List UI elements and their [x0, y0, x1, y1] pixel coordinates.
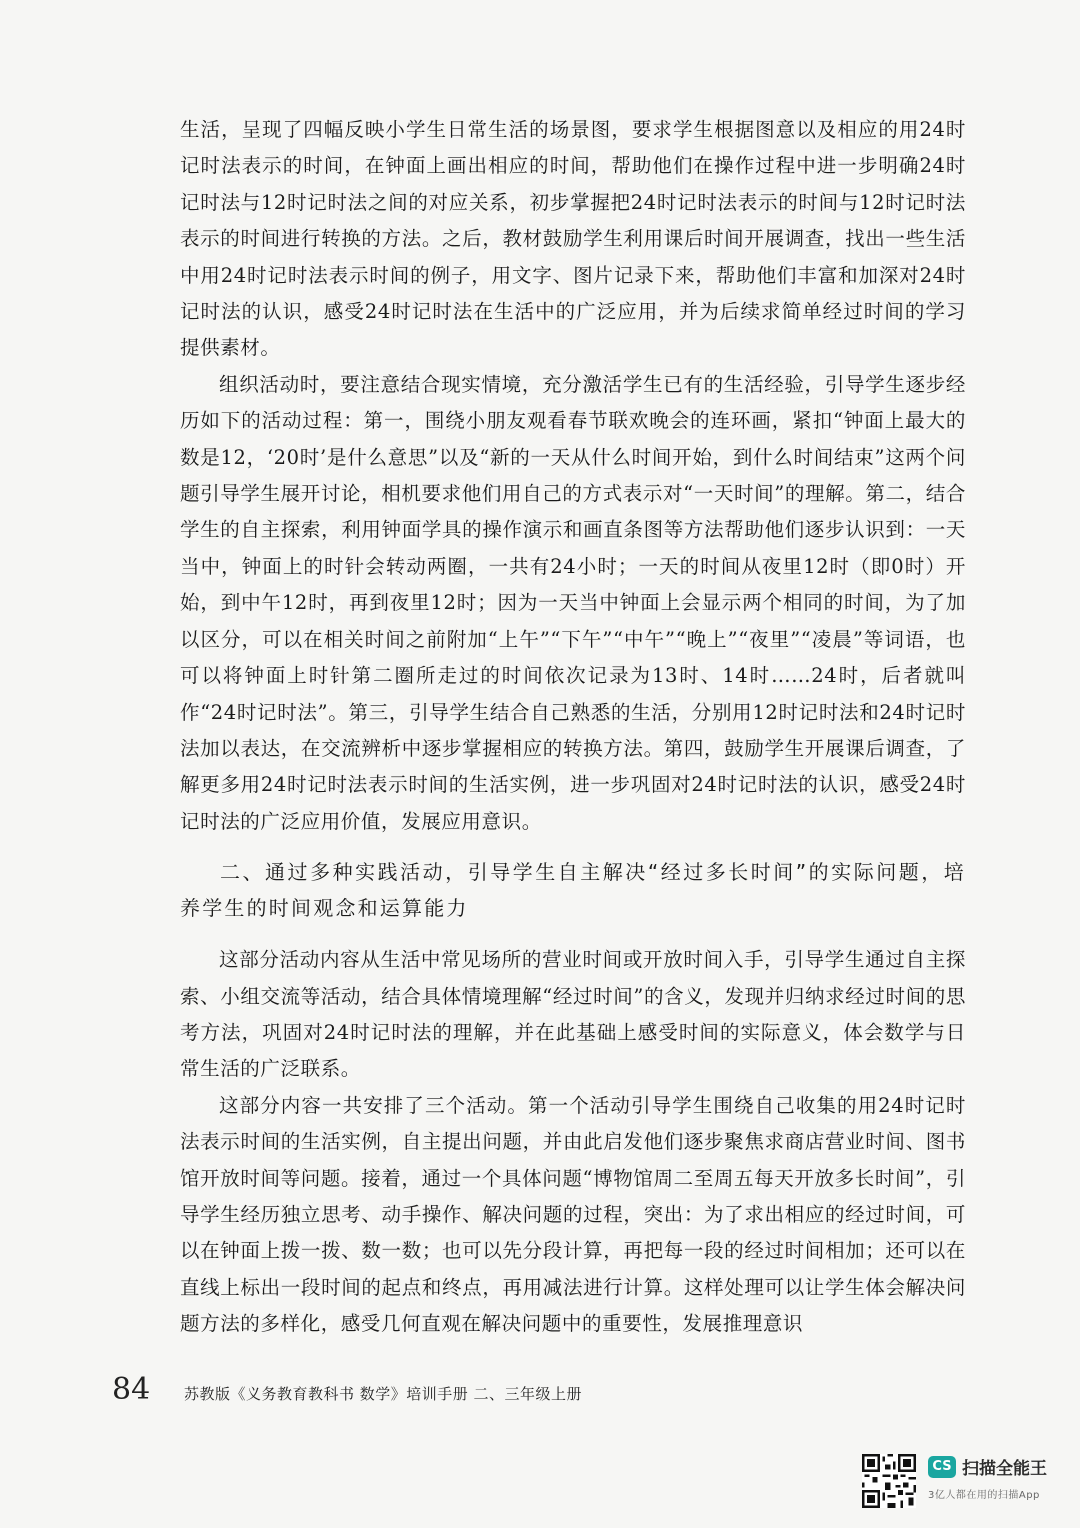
- paragraph-3: 这部分活动内容从生活中常见场所的营业时间或开放时间入手，引导学生通过自主探索、小组交流等活动，结合具体情境理解“经过时间”的含义，发现并归纳求经过时间的思考方法，巩固对24时记时法的理解，并在此基础上感受时间的实际意义，体会数学与日常生活的广泛联系。: [180, 948, 966, 1081]
- qr-code-icon: [862, 1454, 916, 1508]
- page-number: 84: [112, 1372, 151, 1407]
- watermark-tagline: 3亿人都在用的扫描App: [928, 1490, 1040, 1501]
- scanner-watermark: [862, 1454, 1062, 1510]
- page-footer: [112, 1372, 582, 1412]
- camscanner-logo-icon: CS: [928, 1456, 956, 1478]
- body-text: [180, 112, 966, 1343]
- paragraph-2: 组织活动时，要注意结合现实情境，充分激活学生已有的生活经验，引导学生逐步经历如下的活动过程：第一，围绕小朋友观看春节联欢晚会的连环画，紧扣“钟面上最大的数是12，‘20时’是什么意思”以及“新的一天从什么时间开始，到什么时间结束”这两个问题引导学生展开讨论，相机要求他们用自己的方式表示对“一天时间”的理解。第二，结合学生的自主探索，利用钟面学具的操作演示和画直条图等方法帮助他们逐步认识到：一天当中，钟面上的时针会转动两圈，一共有24小时；一天的时间从夜里12时（即0时）开始，到中午12时，再到夜里12时；因为一天当中钟面上会显示两个相同的时间，为了加以区分，可以在相关时间之前附加“上午”“下午”“中午”“晚上”“夜里”“凌晨”等词语，也可以将钟面上时针第二圈所走过的时间依次记录为13时、14时……24时，后者就叫作“24时记时法”。第三，引导学生结合自己熟悉的生活，分别用12时记时法和24时记时法加以表达，在交流辨析中逐步掌握相应的转换方法。第四，鼓励学生开展课后调查，了解更多用24时记时法表示时间的生活实例，进一步巩固对24时记时法的认识，感受24时记时法的广泛应用价值，发展应用意识。: [180, 372, 966, 833]
- watermark-app-name: 扫描全能王: [962, 1459, 1047, 1479]
- section-heading: 二、通过多种实践活动，引导学生自主解决“经过多长时间”的实际问题，培养学生的时间观念和运算能力: [180, 860, 966, 921]
- paragraph-4: 这部分内容一共安排了三个活动。第一个活动引导学生围绕自己收集的用24时记时法表示时间的生活实例，自主提出问题，并由此启发他们逐步聚焦求商店营业时间、图书馆开放时间等问题。接着，通过一个具体问题“博物馆周二至周五每天开放多长时间”，引导学生经历独立思考、动手操作、解决问题的过程，突出：为了求出相应的经过时间，可以在钟面上拨一拨、数一数；也可以先分段计算，再把每一段的经过时间相加；还可以在直线上标出一段时间的起点和终点，再用减法进行计算。这样处理可以让学生体会解决问题方法的多样化，感受几何直观在解决问题中的重要性，发展推理意识: [180, 1093, 966, 1336]
- book-title: 苏教版《义务教育教科书 数学》培训手册 二、三年级上册: [184, 1385, 583, 1403]
- paragraph-1: 生活，呈现了四幅反映小学生日常生活的场景图，要求学生根据图意以及相应的用24时记时法表示的时间，在钟面上画出相应的时间，帮助他们在操作过程中进一步明确24时记时法与12时记时法之间的对应关系，初步掌握把24时记时法表示的时间与12时记时法表示的时间进行转换的方法。之后，教材鼓励学生利用课后时间开展调查，找出一些生活中用24时记时法表示时间的例子，用文字、图片记录下来，帮助他们丰富和加深对24时记时法的认识，感受24时记时法在生活中的广泛应用，并为后续求简单经过时间的学习提供素材。: [180, 118, 966, 360]
